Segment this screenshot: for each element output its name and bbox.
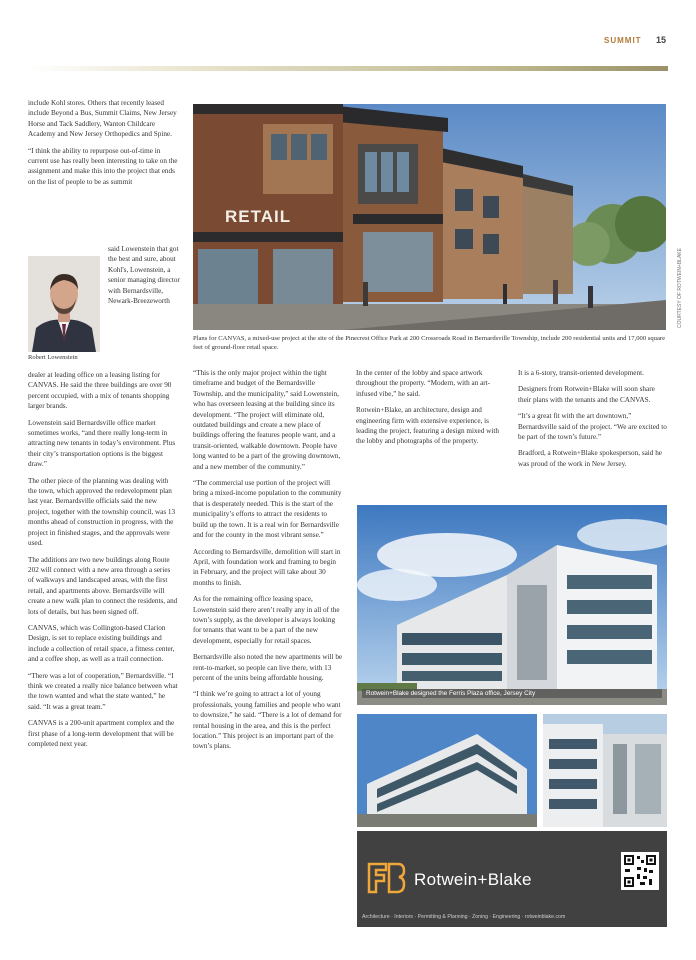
middle-paragraph: As for the remaining office leasing space, Lowenstein said there aren’t really any in all of the town’s supply, as the developer is always looking for tenants that want to be a part of the new development, especially for retail spaces. [193, 595, 340, 645]
left-wrap-text [108, 244, 180, 312]
section-label: SUMMIT [604, 36, 642, 45]
portrait-photo [28, 256, 100, 352]
office-building-photo-left [357, 714, 537, 827]
right-paragraph: It is a 6-story, transit-oriented development. [518, 369, 644, 377]
right-column-b [518, 368, 668, 475]
office-building-photo-right [543, 714, 667, 827]
qr-code[interactable] [621, 852, 659, 890]
right-paragraph: Rotwein+Blake, an architecture, design and engineering firm with extensive experience, is leading the project, featuring a design mixed with the lobby and photographs of the property. [356, 406, 499, 446]
ad-brand-name: Rotwein+Blake [414, 870, 532, 889]
middle-paragraph: “The commercial use portion of the project will bring a mixed-income population to the community that is desperately needed. This is the start of the municipality’s efforts to attract the residents to build up the town. It is a real win for Bernardsville and for the county in the most vibrant sense.” [193, 479, 342, 540]
right-paragraph: In the center of the lobby and space artwork throughout the property. “Modern, with an art-infused vibe,” he said. [356, 369, 491, 398]
right-paragraph: Bradford, a Rotwein+Blake spokesperson, said he was proud of the work in New Jersey. [518, 449, 662, 468]
left-paragraph: The additions are two new buildings along Route 202 will connect with a new area through a series of walkways and landscaped areas, with the first retail, and apartments above. Bernardsville will create a new walk plan to connect the residents, and lots of details, but has been signed off. [28, 555, 178, 616]
middle-paragraph: “This is the only major project within the tight timeframe and budget of the Bernardsville Township, and the municipality,” said Lowenstein, who has overseen leasing at the building since its development. “The project will eliminate old, outdated buildings and create a new place of buildings offering the features people want, and a transit-oriented, walkable downtown. People have long wanted to be a part of the growing downtown, and a new member of the community.” [193, 369, 341, 471]
rb-logo-mark [366, 862, 406, 899]
portrait-caption: Robert Lowenstein [28, 354, 78, 361]
middle-paragraph: According to Bernardsville, demolition will start in April, with foundation work and framing to begin in February, and the project will take about 30 months to finish. [193, 547, 341, 587]
left-paragraph: CANVAS, which was Collington-based Clarion Design, is set to replace existing buildings and include a collection of retail space, a fitness center, and a coffee shop, as well as a trail connection. [28, 623, 175, 664]
left-paragraph: “I think the ability to repurpose out-of-time in current use has really been interesting to take on the assignment and make this into the project that ends on the list of people to be as summit [28, 146, 178, 186]
header-rule [28, 66, 668, 71]
left-wrap-paragraph: said Lowenstein that got the best and sure, about Kohl's, Lowenstein, a senior managing director with Bernardsville, Newark-Breezeworth [108, 245, 180, 306]
left-paragraph: Lowenstein said Bernardsville office market sometimes works, “and there really long-term in attracting new tenants in today’s environment. Plus their city’s transportation options is the biggest draw.” [28, 418, 176, 469]
middle-column [193, 368, 343, 758]
left-column-bottom [28, 370, 178, 755]
right-column-a [356, 368, 506, 453]
ad-tagline: Architecture · Interiors · Permitting & Planning · Zoning · Engineering · rotweinblake.com [362, 914, 566, 920]
left-paragraph: dealer at leading office on a leasing listing for CANVAS. He said the three buildings are over 90 percent occupied, with a mix of tenants shopping larger brands. [28, 371, 172, 411]
right-paragraph: Designers from Rotwein+Blake will soon share their plans with the tenants and the CANVAS. [518, 385, 655, 404]
office-photo-caption: Rotwein+Blake designed the Ferris Plaza office, Jersey City [362, 689, 662, 698]
middle-paragraph: “I think we’re going to attract a lot of young professionals, young families and people who want to downsize,” he said. “There is a lot of demand for rental housing in the area, and this is the perfect location.” This project is an important part of the town’s plans. [193, 690, 342, 751]
left-paragraph: include Kohl stores. Others that recently leased include Beyond a Bus, Summit Claims, New Jersey Horse and Tack Saddlery, Wanton Childcare Academy and New Jersey Orthopedics and Spine. [28, 99, 177, 139]
left-paragraph: CANVAS is a 200-unit apartment complex and the first phase of a long-term development that will be completed next year. [28, 719, 175, 748]
right-paragraph: “It’s a great fit with the art downtown,” Bernardsville said of the project. “We are excited to be part of the town’s future.” [518, 412, 667, 442]
middle-paragraph: Bernardsville also noted the new apartments will be rent-to-market, so people can live there, with 13 percent of the units being affordable housing. [193, 653, 343, 682]
top-photo-caption: Plans for CANVAS, a mixed-use project at the site of the Pinecrest Office Park at 200 Crossroads Road in Bernardsville Township, include 200 residential units and 17,000 square feet of ground-floor retail space. [193, 335, 666, 351]
left-paragraph: The other piece of the planning was dealing with the town, which approved the redevelopment plan last year. Bernardsville officials said the new project, together with the township council, was 13 months ahead of construction in progress, with the project in finished stages, and the approvals were used. [28, 476, 176, 548]
left-column-top [28, 98, 178, 193]
rb-logo-lettering: RB [366, 862, 368, 863]
photo-credit: COURTESY OF ROTWEIN+BLAKE [677, 248, 683, 328]
left-paragraph: “There was a lot of cooperation,” Bernardsville. “I think we created a really nice balance between what the town wanted and what the state wanted,” he said. “It was a great team.” [28, 671, 178, 711]
office-building-photo [357, 505, 667, 705]
retail-sign-text: RETAIL [225, 207, 292, 226]
page-number: 15 [656, 35, 667, 45]
retail-rendering-photo [193, 104, 666, 330]
